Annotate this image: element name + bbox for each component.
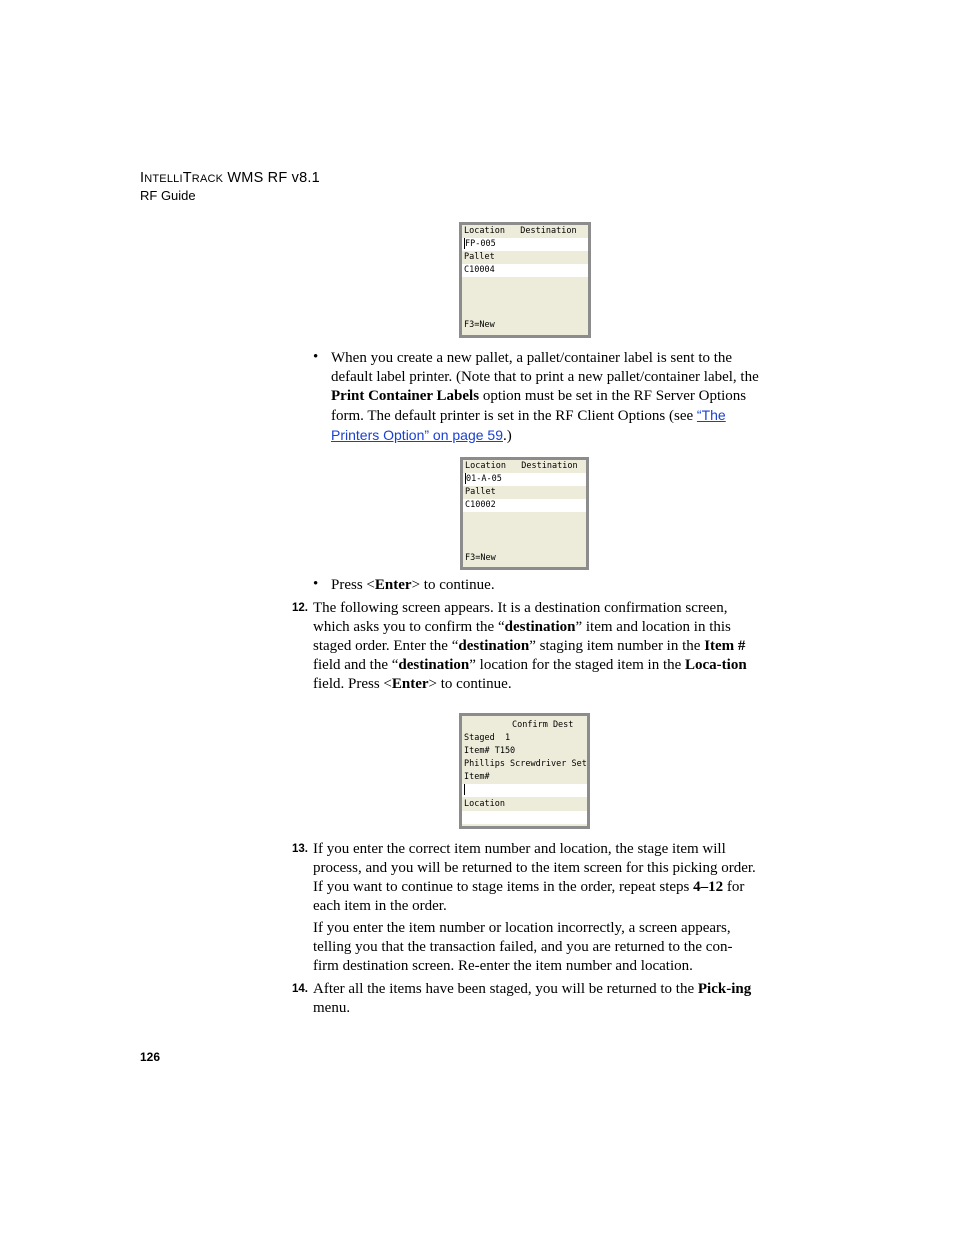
step-number: 13. [292, 843, 308, 855]
bullet-marker: • [313, 576, 319, 592]
step-12-paragraph: The following screen appears. It is a destination confirmation screen, which asks you to confirm the “destination” item and location in this staged order. Enter the “destination” staging item number in the Item # field and the “destination” location for the staged item in the Loca-tion field. Press <Enter> to continue. [313, 600, 747, 692]
rf-container-field[interactable]: C10002 [463, 499, 586, 512]
rf-header-line: Location Destination [463, 460, 586, 473]
rf-container-field[interactable]: C10004 [462, 264, 588, 277]
step-13-paragraph: If you enter the correct item number and location, the stage item will process, and you will be returned to the item screen for this picking order. If you want to continue to stage items in the order, repeat steps 4–12 for each item in the order. [313, 841, 756, 914]
rf-footer-f3: F3=New [462, 319, 588, 332]
rf-screen-confirm-dest [459, 713, 590, 829]
printers-option-link[interactable]: “The Printers Option” on page 59 [331, 407, 726, 443]
bullet-paragraph-press-enter: Press <Enter> to continue. [331, 577, 495, 593]
rf-header-line: Location Destination [462, 225, 588, 238]
running-header-subtitle: RF Guide [140, 188, 196, 203]
bullet-paragraph-label-printer: When you create a new pallet, a pallet/container label is sent to the default label printer. (Note that to print a new pallet/container label, the Print Container Labels option must be set in the RF Server Options form. The default printer is set in the RF Client Options (see “The Printers Option” on page 59.) [331, 350, 759, 444]
step-14-paragraph: After all the items have been staged, you will be returned to the Pick-ing menu. [313, 981, 752, 1016]
rf-line-staged: Staged 1 [462, 732, 587, 745]
rf-footer-f3: F3=New [463, 552, 586, 565]
rf-screen-new-pallet [459, 222, 591, 338]
rf-line-description: Phillips Screwdriver Set [464, 759, 587, 769]
rf-location-field[interactable]: FP-005 [462, 238, 588, 251]
rf-line-item: Item# T150 [462, 745, 587, 758]
rf-location-field[interactable]: 01-A-05 [463, 473, 586, 486]
rf-location-input[interactable] [462, 811, 587, 824]
running-header-title: INTELLITRACK WMS RF v8.1 [140, 170, 320, 186]
rf-line-pallet: Pallet [463, 486, 586, 499]
page-number: 126 [140, 1050, 161, 1064]
rf-screen-display [463, 460, 586, 567]
rf-label-location: Location [462, 798, 587, 811]
step-number: 12. [292, 602, 308, 614]
rf-label-item: Item# [462, 771, 587, 784]
rf-line-pallet: Pallet [462, 251, 588, 264]
step-number: 14. [292, 983, 308, 995]
rf-screen-display [462, 716, 587, 826]
rf-item-input[interactable] [462, 784, 587, 797]
bullet-marker: • [313, 349, 319, 365]
rf-screen-pallet-created [460, 457, 589, 570]
rf-title-confirm-dest: Confirm Dest [462, 719, 587, 732]
text-cursor [464, 784, 465, 795]
step-13-followup-paragraph: If you enter the item number or location incorrectly, a screen appears, telling you that the transaction failed, and you are returned to the con-firm destination screen. Re-enter the item number and location. [313, 920, 733, 974]
rf-screen-display [462, 225, 588, 335]
